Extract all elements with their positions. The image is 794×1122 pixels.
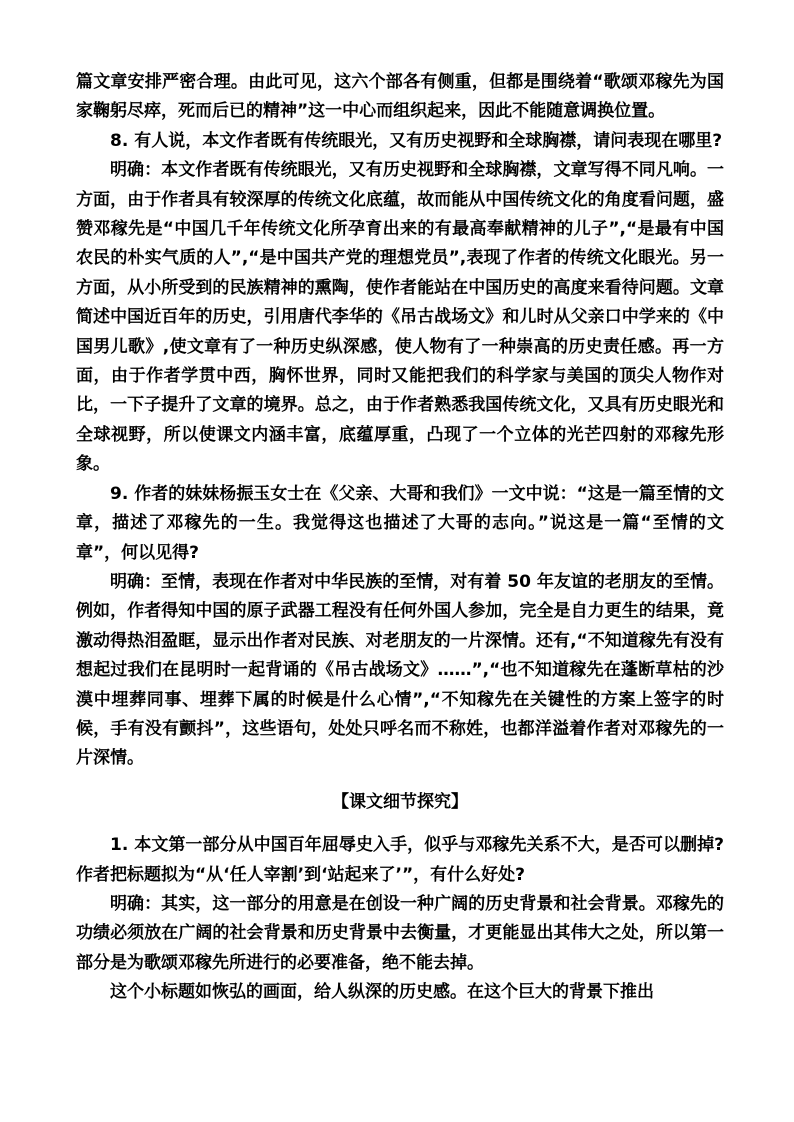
detail-question-1: 1. 本文第一部分从中国百年屈辱史入手，似乎与邓稼先关系不大，是否可以删掉?作者把标题拟为“从‘任人宰割’到‘站起来了’”，有什么好处? bbox=[76, 835, 724, 885]
answer-8: 明确：本文作者既有传统眼光，又有历史视野和全球胸襟，文章写得不同凡响。一方面，由于作者具有较深厚的传统文化底蕴，故而能从中国传统文化的角度看问题，盛赞邓稼先是“中国几千年传统文化所孕育出来的有最高奉献精神的儿子”,“是最有中国农民的朴实气质的人”,“是中国共产党的理想党员”,表现了作者的传统文化眼光。另一方面，从小所受到的民族精神的熏陶，使作者能站在中国历史的高度来看待问题。文章简述中国近百年的历史，引用唐代李华的《吊古战场文》和儿时从父亲口中学来的《中国男儿歌》,使文章有了一种历史纵深感，使人物有了一种崇高的历史责任感。再一方面，由于作者学贯中西，胸怀世界，同时又能把我们的科学家与美国的顶尖人物作对比，一下子提升了文章的境界。总之，由于作者熟悉我国传统文化，又具有历史眼光和全球视野，所以使课文内涵丰富，底蕴厚重，凸现了一个立体的光芒四射的邓稼先形象。 bbox=[76, 160, 724, 475]
question-8: 8. 有人说，本文作者既有传统眼光，又有历史视野和全球胸襟，请问表现在哪里? bbox=[110, 130, 723, 151]
answer-9: 明确：至情，表现在作者对中华民族的至情，对有着 50 年友谊的老朋友的至情。例如，作者得知中国的原子武器工程没有任何外国人参加，完全是自力更生的结果，竟激动得热泪盈眶，显示出作者对民族、对老朋友的一片深情。还有,“不知道稼先有没有想起过我们在昆明时一起背诵的《吊古战场文》……”,“也不知道稼先在蓬断草枯的沙漠中埋葬同事、埋葬下属的时候是什么心情”,“不知稼先在关键性的方案上签字的时候，手有没有颤抖”，这些语句，处处只呼名而不称姓，也都洋溢着作者对邓稼先的一片深情。 bbox=[76, 571, 724, 769]
detail-answer-1: 明确：其实，这一部分的用意是在创设一种广阔的历史背景和社会背景。邓稼先的功绩必须放在广阔的社会背景和历史背景中去衡量，才更能显出其伟大之处，所以第一部分是为歌颂邓稼先所进行的必要准备，绝不能去掉。 bbox=[76, 893, 724, 973]
section-heading: 【课文细节探究】 bbox=[332, 791, 468, 812]
paragraph-continued: 这个小标题如恢弘的画面，给人纵深的历史感。在这个巨大的背景下推出 bbox=[110, 982, 654, 1003]
paragraph: 篇文章安排严密合理。由此可见，这六个部各有侧重，但都是围绕着“歌颂邓稼先为国家鞠躬尽瘁，死而后已的精神”这一中心而组织起来，因此不能随意调换位置。 bbox=[76, 72, 724, 122]
question-9: 9. 作者的妹妹杨振玉女士在《父亲、大哥和我们》一文中说：“这是一篇至情的文章，描述了邓稼先的一生。我觉得这也描述了大哥的志向。”说这是一篇“至情的文章”，何以见得? bbox=[76, 483, 724, 563]
document-page bbox=[76, 68, 724, 1008]
